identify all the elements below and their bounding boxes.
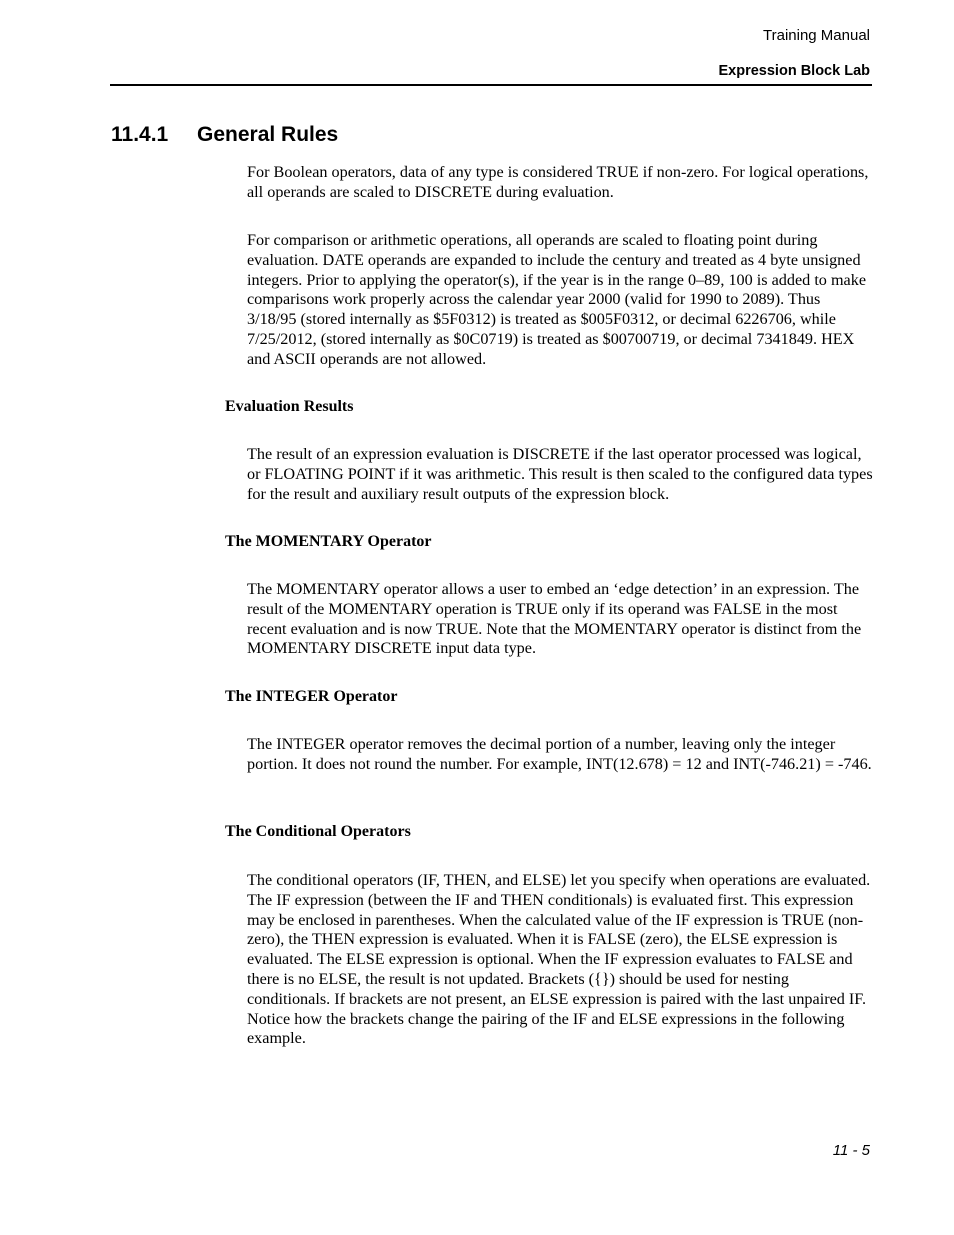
paragraph-boolean-operators: For Boolean operators, data of any type is considered TRUE if non-zero. For logical operations, all operands are scaled to DISCRETE during evaluation. — [247, 163, 869, 201]
subheading-conditional-operators: The Conditional Operators — [225, 823, 411, 840]
subheading-evaluation-results: Evaluation Results — [225, 398, 354, 415]
subheading-integer-operator: The INTEGER Operator — [225, 688, 398, 705]
paragraph-evaluation-results: The result of an expression evaluation is DISCRETE if the last operator processed was logical, or FLOATING POINT if it was arithmetic. This result is then scaled to the configured data types for the result and auxiliary result outputs of the expression block. — [247, 445, 873, 503]
paragraph-comparison-arithmetic: For comparison or arithmetic operations, all operands are scaled to floating point during evaluation. DATE operands are expanded to include the century and treated as 4 byte unsigned integers. Prior to applying the operator(s), if the year is in the range 0–89, 100 is added to make comparisons work properly across the calendar year 2000 (valid for 1990 to 2089). Thus 3/18/95 (stored internally as $5F0312) is treated as $005F0312, or decimal 6226706, while 7/25/2012, (stored internally as $0C0719) is treated as $00700719, or decimal 7341849. HEX and ASCII operands are not allowed. — [247, 231, 867, 368]
paragraph-momentary-operator: The MOMENTARY operator allows a user to embed an ‘edge detection’ in an expression. The result of the MOMENTARY operation is TRUE only if its operand was FALSE in the most recent evaluation and is now TRUE. Note that the MOMENTARY operator is distinct from the MOMENTARY DISCRETE input data type. — [247, 580, 862, 658]
paragraph-conditional-operators: The conditional operators (IF, THEN, and ELSE) let you specify when operations are evaluated. The IF expression (between the IF and THEN conditionals) is evaluated first. This expression may be enclosed in parentheses. When the calculated value of the IF expression is TRUE (non-zero), the THEN expression is evaluated. When it is FALSE (zero), the ELSE expression is evaluated. The ELSE expression is optional. When the IF expression evaluates to FALSE and there is no ELSE, the result is not updated. Brackets ({}) should be used for nesting conditionals. If brackets are not present, an ELSE expression is paired with the last unpaired IF. Notice how the brackets change the pairing of the IF and ELSE expressions in the following example. — [247, 871, 871, 1048]
subheading-momentary-operator: The MOMENTARY Operator — [225, 533, 432, 550]
section-heading — [111, 123, 338, 147]
header-rule — [110, 84, 872, 86]
running-header-subtitle: Expression Block Lab — [718, 63, 870, 79]
page-number: 11 - 5 — [832, 1142, 870, 1159]
section-title: General Rules — [197, 123, 339, 146]
running-header-title: Training Manual — [763, 27, 870, 44]
paragraph-integer-operator: The INTEGER operator removes the decimal portion of a number, leaving only the integer portion. It does not round the number. For example, INT(12.678) = 12 and INT(-746.21) = -746. — [247, 735, 872, 773]
section-number: 11.4.1 — [111, 123, 169, 146]
